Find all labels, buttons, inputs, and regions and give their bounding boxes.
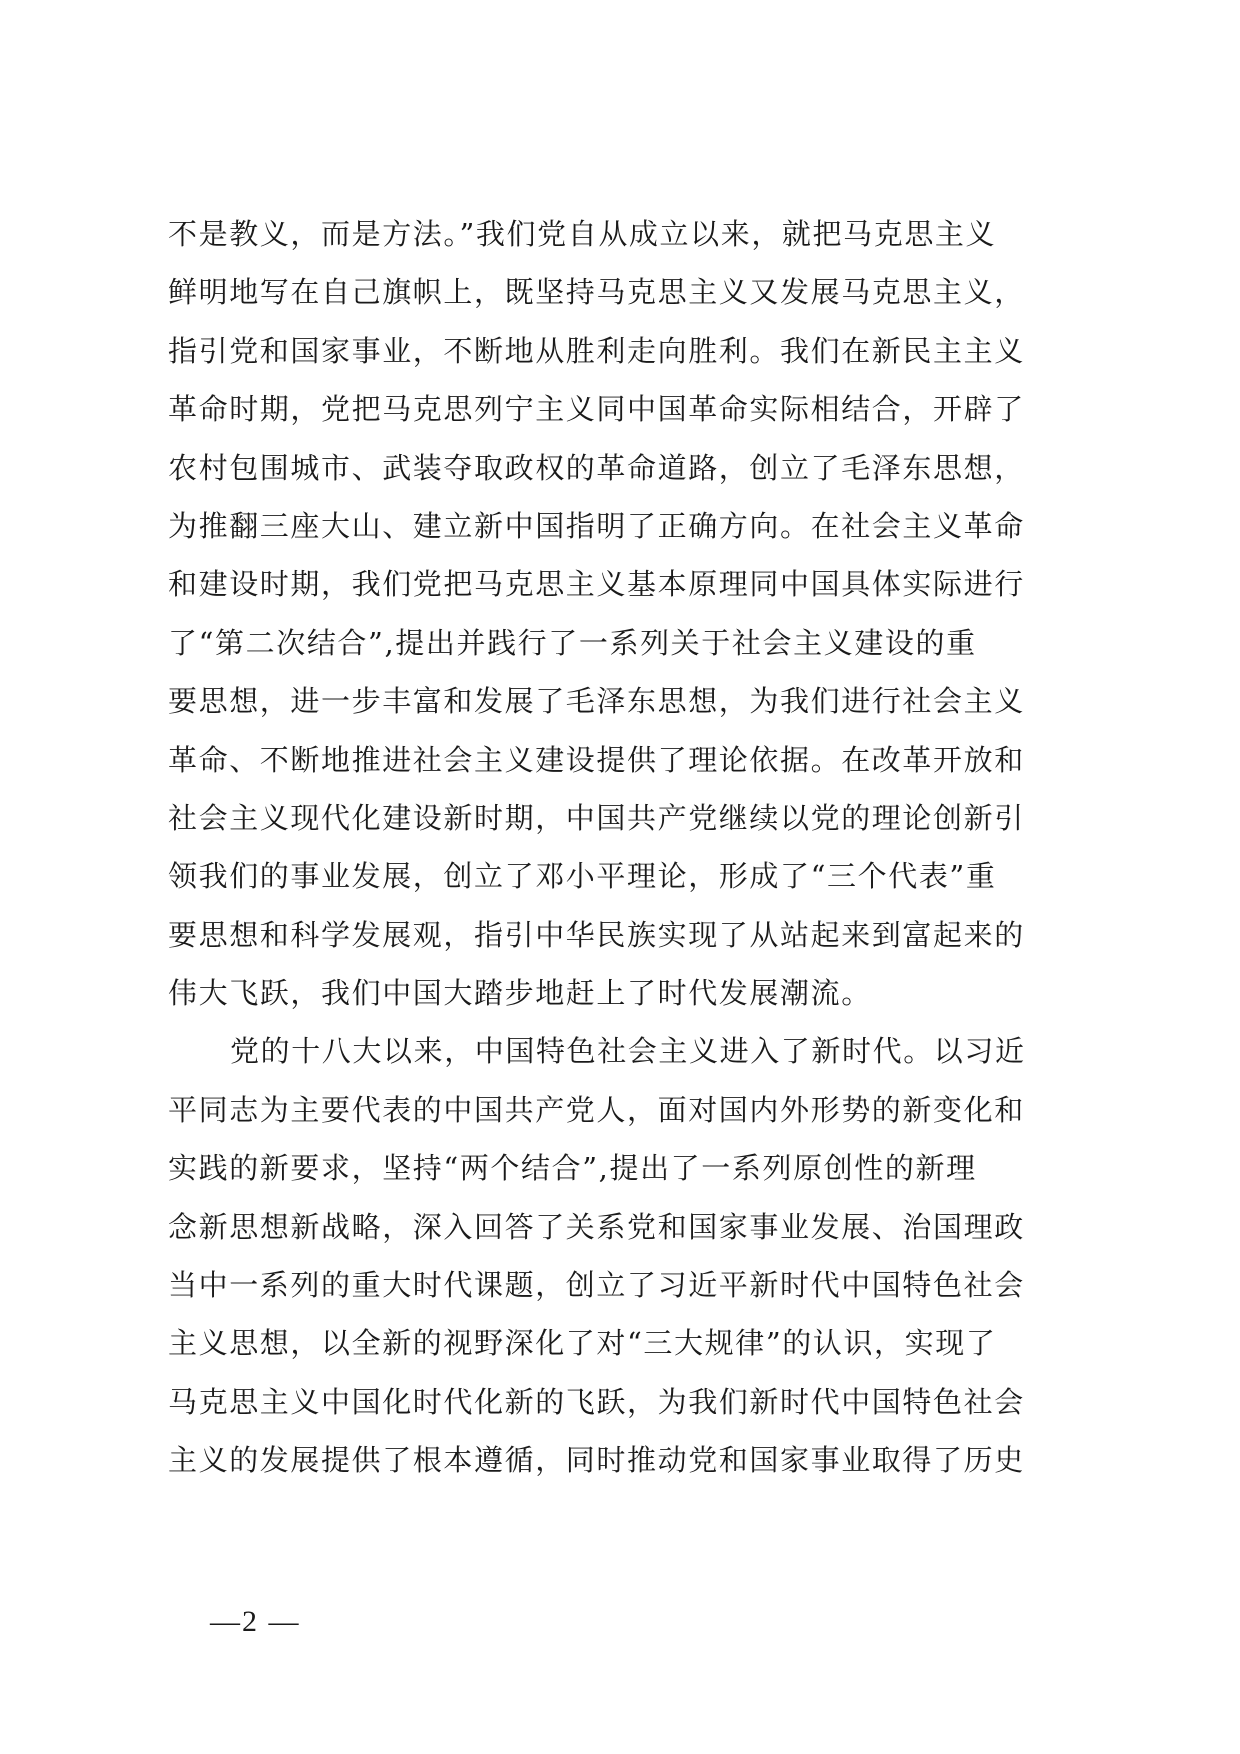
text-line: 伟大飞跃，我们中国大踏步地赶上了时代发展潮流。	[168, 976, 872, 1011]
text-line: 了“第二次结合”,提出并践行了一系列关于社会主义建设的重	[168, 625, 977, 660]
text-line: 和建设时期，我们党把马克思主义基本原理同中国具体实际进行	[168, 567, 1025, 602]
body-text	[168, 205, 1083, 1490]
paragraph-2	[168, 1022, 1083, 1489]
text-line: 鲜明地写在自己旗帜上，既坚持马克思主义又发展马克思主义，	[168, 275, 1025, 310]
text-line: 主义的发展提供了根本遵循，同时推动党和国家事业取得了历史	[168, 1443, 1025, 1478]
text-line: 党的十八大以来，中国特色社会主义进入了新时代。以习近	[230, 1034, 1026, 1069]
text-line: 实践的新要求，坚持“两个结合”,提出了一系列原创性的新理	[168, 1151, 977, 1186]
text-line: 要思想和科学发展观，指引中华民族实现了从站起来到富起来的	[168, 917, 1025, 952]
text-line: 指引党和国家事业，不断地从胜利走向胜利。我们在新民主主义	[168, 333, 1025, 368]
text-line: 马克思主义中国化时代化新的飞跃，为我们新时代中国特色社会	[168, 1384, 1025, 1419]
paragraph-1	[168, 205, 1083, 1022]
text-line: 革命、不断地推进社会主义建设提供了理论依据。在改革开放和	[168, 742, 1025, 777]
text-line: 平同志为主要代表的中国共产党人，面对国内外形势的新变化和	[168, 1092, 1025, 1127]
text-line: 革命时期，党把马克思列宁主义同中国革命实际相结合，开辟了	[168, 392, 1025, 427]
text-line: 当中一系列的重大时代课题，创立了习近平新时代中国特色社会	[168, 1268, 1025, 1303]
text-line: 要思想，进一步丰富和发展了毛泽东思想，为我们进行社会主义	[168, 684, 1025, 719]
text-line: 不是教义，而是方法。”我们党自从成立以来，就把马克思主义	[168, 217, 997, 251]
text-line: 领我们的事业发展，创立了邓小平理论，形成了“三个代表”重	[168, 859, 997, 894]
page-number: —2 —	[210, 1605, 301, 1638]
text-line: 念新思想新战略，深入回答了关系党和国家事业发展、治国理政	[168, 1209, 1025, 1244]
text-line: 农村包围城市、武装夺取政权的革命道路，创立了毛泽东思想，	[168, 450, 1025, 485]
text-line: 社会主义现代化建设新时期，中国共产党继续以党的理论创新引	[168, 800, 1025, 835]
text-line: 为推翻三座大山、建立新中国指明了正确方向。在社会主义革命	[168, 508, 1025, 543]
text-line: 主义思想，以全新的视野深化了对“三大规律”的认识，实现了	[168, 1326, 997, 1361]
